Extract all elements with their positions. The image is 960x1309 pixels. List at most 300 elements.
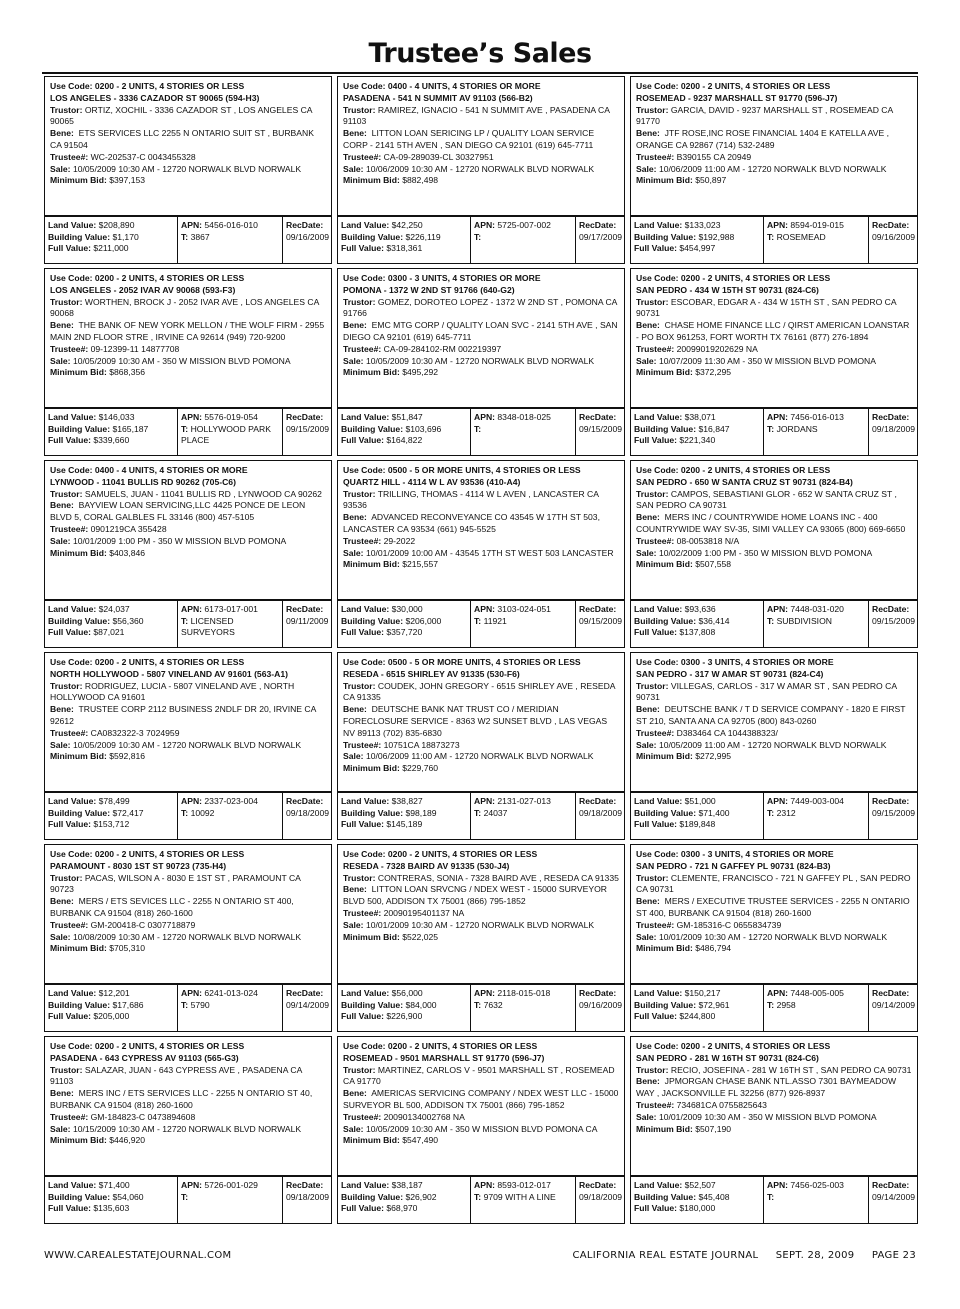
full-line <box>634 243 760 255</box>
land-line <box>48 604 174 616</box>
land-label: Land Value: <box>634 220 683 230</box>
land-line <box>634 1180 760 1192</box>
bene-line <box>50 128 326 152</box>
apn-label: APN: <box>181 412 203 422</box>
recdate-label: RecDate: <box>286 796 324 806</box>
building-line <box>48 1192 174 1204</box>
sale-line <box>50 1124 326 1136</box>
bene-label: Bene: <box>636 512 660 523</box>
tract-line <box>181 232 279 244</box>
land-label: Land Value: <box>634 1180 683 1190</box>
building-value: $54,060 <box>112 1191 144 1202</box>
tract-label: T: <box>181 231 189 242</box>
tract-label: T: <box>767 423 775 434</box>
listing-record <box>630 76 918 216</box>
land-line <box>634 796 760 808</box>
land-line <box>48 220 174 232</box>
full-label: Full Value: <box>341 819 384 829</box>
trustee-line <box>50 728 326 740</box>
property-location: LOS ANGELES - 3336 CAZADOR ST 90065 (594-H3) <box>50 92 260 103</box>
bene-value: LITTON LOAN SRVCNG / NDEX WEST - 15000 SURVEYOR BLVD 500, ADDISON TX 75001 (866) 795-1852 <box>343 884 607 907</box>
full-line <box>48 819 174 831</box>
value-table <box>337 984 625 1032</box>
tract-line <box>474 424 572 436</box>
trustee-value: D383464 CA 1044388323/ <box>676 727 778 738</box>
recdate-col <box>868 1176 917 1223</box>
land-label: Land Value: <box>634 412 683 422</box>
min-bid-value: $507,190 <box>695 1123 732 1134</box>
bene-line <box>343 320 619 344</box>
trustee-line <box>636 920 912 932</box>
sale-value: 10/06/2009 11:00 AM - 12720 NORWALK BLVD NORWALK <box>365 751 594 762</box>
recdate-col <box>575 792 624 839</box>
trustor-value: RECIO, JOSEFINA - 281 W 16TH ST , SAN PEDRO CA 90731 <box>670 1064 912 1075</box>
trustor-line <box>636 489 912 513</box>
value-table <box>337 792 625 840</box>
tract-line <box>181 808 279 820</box>
recdate-label: RecDate: <box>872 604 910 614</box>
bene-value: CHASE HOME FINANCE LLC / QIRST AMERICAN LOANSTAR - PO BOX 961253, FORT WORTH TX 76161 (877) 276-1894 <box>636 320 910 342</box>
building-line <box>341 424 467 436</box>
recdate-value: 09/18/2009 <box>579 1191 623 1202</box>
building-label: Building Value: <box>48 1191 111 1202</box>
full-value: $87,021 <box>93 627 125 637</box>
bene-value: MERS / ETS SEVICES LLC - 2255 N ONTARIO ST 400, BURBANK CA 91504 (818) 260-1600 <box>50 896 294 918</box>
sale-value: 10/01/2009 10:00 AM - 43545 17TH ST WEST 503 LANCASTER <box>365 547 614 558</box>
building-line <box>634 232 760 244</box>
sale-label: Sale: <box>50 739 71 750</box>
min-bid-line <box>636 1124 912 1136</box>
building-label: Building Value: <box>634 999 697 1010</box>
full-label: Full Value: <box>634 243 677 253</box>
recdate-col <box>575 600 624 647</box>
listing-record <box>630 652 918 792</box>
trustee-value: CA-09-289039-CL 30327951 <box>383 151 494 162</box>
apn-line <box>474 988 572 1000</box>
property-location: PARAMOUNT - 8030 1ST ST 90723 (735-H4) <box>50 860 227 871</box>
full-value: $164,822 <box>386 435 423 445</box>
min-bid-value: $403,846 <box>109 547 146 558</box>
full-line <box>634 1203 760 1215</box>
min-bid-value: $507,558 <box>695 559 732 570</box>
building-line <box>48 616 174 628</box>
recdate-value: 09/16/2009 <box>579 999 623 1010</box>
value-col <box>45 792 177 839</box>
trustor-label: Trustor: <box>50 872 83 883</box>
listing-cell <box>337 268 625 456</box>
bene-value: AMERICAS SERVICING COMPANY / NDEX WEST LLC - 15000 SURVEYOR BL 500, ADDISON TX 75001 (866) 795-1852 <box>343 1088 619 1110</box>
full-line <box>634 1011 760 1023</box>
building-line <box>341 1192 467 1204</box>
trustee-value: GM-185316-C 0655834739 <box>676 919 782 930</box>
listing-cell <box>337 76 625 264</box>
listing-record <box>630 268 918 408</box>
sale-value: 10/08/2009 10:30 AM - 12720 NORWALK BLVD NORWALK <box>72 931 302 942</box>
listing-cell <box>337 844 625 1032</box>
sale-line <box>50 740 326 752</box>
sale-line <box>343 1124 619 1136</box>
tract-line <box>474 232 572 244</box>
property-location: LYNWOOD - 11041 BULLIS RD 90262 (705-C6) <box>50 476 236 487</box>
bene-line <box>343 512 619 536</box>
tract-line <box>767 616 865 628</box>
apn-line <box>474 220 572 232</box>
building-label: Building Value: <box>48 999 111 1010</box>
full-value: $244,800 <box>679 1011 716 1021</box>
tract-line <box>767 1000 865 1012</box>
use-code: Use Code: 0200 - 2 UNITS, 4 STORIES OR LESS <box>636 465 831 475</box>
min-bid-value: $592,816 <box>109 751 146 762</box>
bene-line <box>343 884 619 908</box>
recdate-label: RecDate: <box>872 412 910 422</box>
land-value: $78,499 <box>98 796 130 806</box>
tract-label: T: <box>474 807 482 818</box>
land-line <box>48 412 174 424</box>
property-location: SAN PEDRO - 434 W 15TH ST 90731 (824-C6) <box>636 284 819 295</box>
sale-label: Sale: <box>343 163 364 174</box>
use-code: Use Code: 0200 - 2 UNITS, 4 STORIES OR LESS <box>50 1041 245 1051</box>
apn-col <box>763 984 868 1031</box>
tract-value: 24037 <box>483 807 508 818</box>
trustee-line <box>343 536 619 548</box>
tract-value: 3867 <box>190 231 210 242</box>
recdate-label: RecDate: <box>579 1180 617 1190</box>
trustee-line <box>636 728 912 740</box>
land-value: $150,217 <box>684 988 721 998</box>
min-bid-line <box>343 932 619 944</box>
recdate-label: RecDate: <box>579 604 617 614</box>
listing-record <box>44 844 332 984</box>
land-label: Land Value: <box>341 1180 390 1190</box>
sale-label: Sale: <box>343 355 364 366</box>
building-label: Building Value: <box>48 231 111 242</box>
bene-line <box>50 500 326 524</box>
full-label: Full Value: <box>634 819 677 829</box>
trustor-line <box>343 873 619 885</box>
trustee-value: 0901219CA 355428 <box>90 523 167 534</box>
bene-value: DEUTSCHE BANK / T D SERVICE COMPANY - 1820 E FIRST ST 210, SANTA ANA CA 92705 (800) 843-0260 <box>636 704 906 726</box>
listing-cell <box>337 652 625 840</box>
value-col <box>338 1176 470 1223</box>
use-code: Use Code: 0200 - 2 UNITS, 4 STORIES OR LESS <box>636 273 831 283</box>
recdate-col <box>282 408 331 455</box>
building-value: $17,686 <box>112 999 144 1010</box>
listing-record <box>44 652 332 792</box>
apn-line <box>767 220 865 232</box>
tract-value: 2958 <box>776 999 796 1010</box>
sale-label: Sale: <box>50 931 71 942</box>
min-bid-label: Minimum Bid: <box>50 367 107 378</box>
value-col <box>338 408 470 455</box>
trustor-label: Trustor: <box>343 104 376 115</box>
min-bid-value: $272,995 <box>695 751 732 762</box>
bene-line <box>343 704 619 739</box>
land-label: Land Value: <box>48 796 97 806</box>
trustor-value: ESCOBAR, EDGAR A - 434 W 15TH ST , SAN PEDRO CA 90731 <box>636 296 897 319</box>
trustee-label: Trustee#: <box>636 151 675 162</box>
sale-label: Sale: <box>343 751 364 762</box>
listing-cell <box>630 268 918 456</box>
listing-record <box>337 1036 625 1176</box>
value-table <box>337 600 625 648</box>
trustor-value: GARCIA, DAVID - 9237 MARSHALL ST , ROSEMEAD CA 91770 <box>636 104 893 127</box>
footer-website[interactable]: WWW.CAREALESTATEJOURNAL.COM <box>44 1250 232 1261</box>
apn-col <box>177 600 282 647</box>
recdate-value: 09/18/2009 <box>872 423 916 434</box>
min-bid-label: Minimum Bid: <box>343 1135 400 1146</box>
land-label: Land Value: <box>341 988 390 998</box>
trustor-label: Trustor: <box>636 872 669 883</box>
min-bid-label: Minimum Bid: <box>50 547 107 558</box>
value-table <box>337 216 625 264</box>
property-location: PASADENA - 643 CYPRESS AV 91103 (565-G3) <box>50 1052 239 1063</box>
recdate-value: 09/15/2009 <box>872 615 916 626</box>
full-line <box>634 435 760 447</box>
land-label: Land Value: <box>341 604 390 614</box>
sale-line <box>50 356 326 368</box>
apn-col <box>763 792 868 839</box>
title-rule <box>42 72 918 74</box>
apn-col <box>177 1176 282 1223</box>
recdate-col <box>575 984 624 1031</box>
sale-label: Sale: <box>50 1123 71 1134</box>
trustee-label: Trustee#: <box>636 535 675 546</box>
bene-label: Bene: <box>50 320 74 331</box>
min-bid-label: Minimum Bid: <box>50 1135 107 1146</box>
land-value: $51,000 <box>684 796 716 806</box>
full-label: Full Value: <box>48 1203 91 1213</box>
building-line <box>634 424 760 436</box>
listing-record <box>44 1036 332 1176</box>
listing-record <box>630 460 918 600</box>
sale-value: 10/05/2009 11:00 AM - 12720 NORWALK BLVD NORWALK <box>658 739 887 750</box>
apn-label: APN: <box>474 988 496 998</box>
trustor-line <box>636 681 912 705</box>
apn-label: APN: <box>767 796 789 806</box>
apn-label: APN: <box>767 988 789 998</box>
sale-label: Sale: <box>343 1123 364 1134</box>
trustee-line <box>343 740 619 752</box>
recdate-col <box>868 216 917 263</box>
min-bid-label: Minimum Bid: <box>343 175 400 186</box>
full-line <box>48 243 174 255</box>
sale-line <box>636 164 912 176</box>
apn-line <box>181 412 279 424</box>
trustee-line <box>50 344 326 356</box>
land-value: $12,201 <box>98 988 130 998</box>
full-label: Full Value: <box>341 1203 384 1213</box>
full-value: $211,000 <box>93 243 129 253</box>
min-bid-label: Minimum Bid: <box>636 367 693 378</box>
value-col <box>45 600 177 647</box>
full-label: Full Value: <box>48 435 91 445</box>
bene-label: Bene: <box>50 896 74 907</box>
min-bid-line <box>343 175 619 187</box>
building-value: $16,847 <box>698 423 730 434</box>
trustor-line <box>343 489 619 513</box>
recdate-label: RecDate: <box>286 412 324 422</box>
full-line <box>341 627 467 639</box>
trustee-line <box>343 152 619 164</box>
land-value: $30,000 <box>391 604 423 614</box>
trustee-label: Trustee#: <box>636 919 675 930</box>
sale-line <box>636 1112 912 1124</box>
use-code: Use Code: 0400 - 4 UNITS, 4 STORIES OR MORE <box>343 81 541 91</box>
value-col <box>631 216 763 263</box>
apn-value: 8594-019-015 <box>790 220 844 230</box>
full-label: Full Value: <box>341 435 384 445</box>
trustee-label: Trustee#: <box>50 343 89 354</box>
trustee-value: CA-09-284102-RM 002219397 <box>383 343 502 354</box>
bene-value: ETS SERVICES LLC 2255 N ONTARIO SUIT ST , BURBANK CA 91504 <box>50 128 314 150</box>
page-title: Trustee’s Sales <box>368 38 592 69</box>
value-table <box>44 984 332 1032</box>
building-value: $98,189 <box>405 807 437 818</box>
property-location: NORTH HOLLYWOOD - 5807 VINELAND AV 91601 (563-A1) <box>50 668 288 679</box>
sale-line <box>343 751 619 763</box>
trustee-line <box>343 908 619 920</box>
trustee-value: GM-200418-C 0307718879 <box>90 919 196 930</box>
trustor-value: RODRIGUEZ, LUCIA - 5807 VINELAND AVE , NORTH HOLLYWOOD CA 91601 <box>50 680 295 703</box>
building-value: $26,902 <box>405 1191 437 1202</box>
full-label: Full Value: <box>48 243 91 253</box>
value-col <box>338 984 470 1031</box>
trustee-value: 734681CA 0755825643 <box>676 1099 767 1110</box>
trustee-line <box>50 152 326 164</box>
min-bid-value: $868,356 <box>109 367 146 378</box>
land-value: $52,507 <box>684 1180 716 1190</box>
recdate-label: RecDate: <box>286 604 324 614</box>
bene-label: Bene: <box>636 128 660 139</box>
trustee-label: Trustee#: <box>343 151 382 162</box>
trustor-label: Trustor: <box>343 296 376 307</box>
trustee-line <box>636 536 912 548</box>
sale-value: 10/02/2009 1:00 PM - 350 W MISSION BLVD POMONA <box>658 547 873 558</box>
full-value: $180,000 <box>679 1203 716 1213</box>
min-bid-line <box>50 175 326 187</box>
bene-line <box>636 320 912 344</box>
trustor-line <box>50 489 326 501</box>
recdate-label: RecDate: <box>579 796 617 806</box>
building-line <box>634 1192 760 1204</box>
sale-label: Sale: <box>636 547 657 558</box>
trustee-value: 08-0053818 N/A <box>676 535 740 546</box>
apn-label: APN: <box>474 220 496 230</box>
land-label: Land Value: <box>634 796 683 806</box>
apn-line <box>767 796 865 808</box>
sale-line <box>343 164 619 176</box>
full-label: Full Value: <box>634 627 677 637</box>
min-bid-value: $215,557 <box>402 559 439 570</box>
full-value: $68,970 <box>386 1203 418 1213</box>
min-bid-label: Minimum Bid: <box>50 943 107 954</box>
apn-col <box>177 408 282 455</box>
trustor-label: Trustor: <box>50 296 83 307</box>
bene-label: Bene: <box>343 128 367 139</box>
apn-line <box>181 988 279 1000</box>
min-bid-line <box>343 763 619 775</box>
apn-value: 5726-001-029 <box>204 1180 258 1190</box>
apn-col <box>763 216 868 263</box>
building-label: Building Value: <box>634 615 697 626</box>
min-bid-line <box>50 751 326 763</box>
building-line <box>48 808 174 820</box>
bene-value: TRUSTEE CORP 2112 BUSINESS 2NDLF DR 20, IRVINE CA 92612 <box>50 704 316 726</box>
trustee-label: Trustee#: <box>636 727 675 738</box>
building-value: $36,414 <box>698 615 730 626</box>
tract-label: T: <box>474 999 482 1010</box>
listing-cell <box>44 844 332 1032</box>
trustor-line <box>50 297 326 321</box>
building-label: Building Value: <box>341 807 404 818</box>
full-value: $205,000 <box>93 1011 130 1021</box>
apn-col <box>470 216 575 263</box>
apn-value: 8593-012-017 <box>497 1180 551 1190</box>
trustor-label: Trustor: <box>343 872 376 883</box>
use-code: Use Code: 0200 - 2 UNITS, 4 STORIES OR LESS <box>50 81 245 91</box>
trustor-label: Trustor: <box>50 680 83 691</box>
recdate-label: RecDate: <box>579 412 617 422</box>
bene-line <box>636 704 912 728</box>
recdate-value: 09/15/2009 <box>872 807 916 818</box>
full-label: Full Value: <box>341 243 384 253</box>
listing-cell <box>44 1036 332 1224</box>
full-label: Full Value: <box>634 1203 677 1213</box>
land-line <box>48 1180 174 1192</box>
min-bid-value: $446,920 <box>109 1135 146 1146</box>
land-value: $24,037 <box>98 604 130 614</box>
full-value: $454,997 <box>679 243 716 253</box>
bene-value: MERS / EXECUTIVE TRUSTEE SERVICES - 2255 N ONTARIO ST 400, BURBANK CA 91504 (818) 260-1600 <box>636 896 910 918</box>
trustor-label: Trustor: <box>636 488 669 499</box>
trustor-value: CLEMENTE, FRANCISCO - 721 N GAFFEY PL , SAN PEDRO CA 90731 <box>636 872 911 895</box>
building-value: $84,000 <box>405 999 437 1010</box>
trustee-line <box>50 920 326 932</box>
min-bid-label: Minimum Bid: <box>636 1123 693 1134</box>
tract-line <box>767 424 865 436</box>
recdate-value: 09/11/2009 <box>286 615 329 626</box>
apn-line <box>767 1180 865 1192</box>
listing-record <box>337 844 625 984</box>
sale-value: 10/01/2009 10:30 AM - 12720 NORWALK BLVD NORWALK <box>658 931 888 942</box>
apn-value: 7448-031-020 <box>790 604 844 614</box>
apn-value: 6173-017-001 <box>204 604 258 614</box>
tract-label: T: <box>767 231 775 242</box>
building-value: $45,408 <box>698 1191 730 1202</box>
min-bid-label: Minimum Bid: <box>636 559 693 570</box>
use-code: Use Code: 0300 - 3 UNITS, 4 STORIES OR MORE <box>636 849 834 859</box>
land-line <box>634 604 760 616</box>
recdate-label: RecDate: <box>872 220 910 230</box>
recdate-col <box>868 792 917 839</box>
min-bid-value: $486,794 <box>695 943 732 954</box>
tract-label: T: <box>181 423 189 434</box>
sale-line <box>50 164 326 176</box>
trustor-value: WORTHEN, BROCK J - 2052 IVAR AVE , LOS ANGELES CA 90068 <box>50 296 319 319</box>
building-line <box>48 1000 174 1012</box>
apn-label: APN: <box>767 1180 789 1190</box>
full-label: Full Value: <box>48 1011 91 1021</box>
min-bid-line <box>343 559 619 571</box>
tract-line <box>474 1192 572 1204</box>
trustor-value: PACAS, WILSON A - 8030 E 1ST ST , PARAMOUNT CA 90723 <box>50 872 301 895</box>
min-bid-label: Minimum Bid: <box>50 751 107 762</box>
full-line <box>341 819 467 831</box>
land-line <box>341 220 467 232</box>
building-line <box>48 424 174 436</box>
recdate-value: 09/18/2009 <box>286 807 330 818</box>
tract-value: 7632 <box>483 999 503 1010</box>
